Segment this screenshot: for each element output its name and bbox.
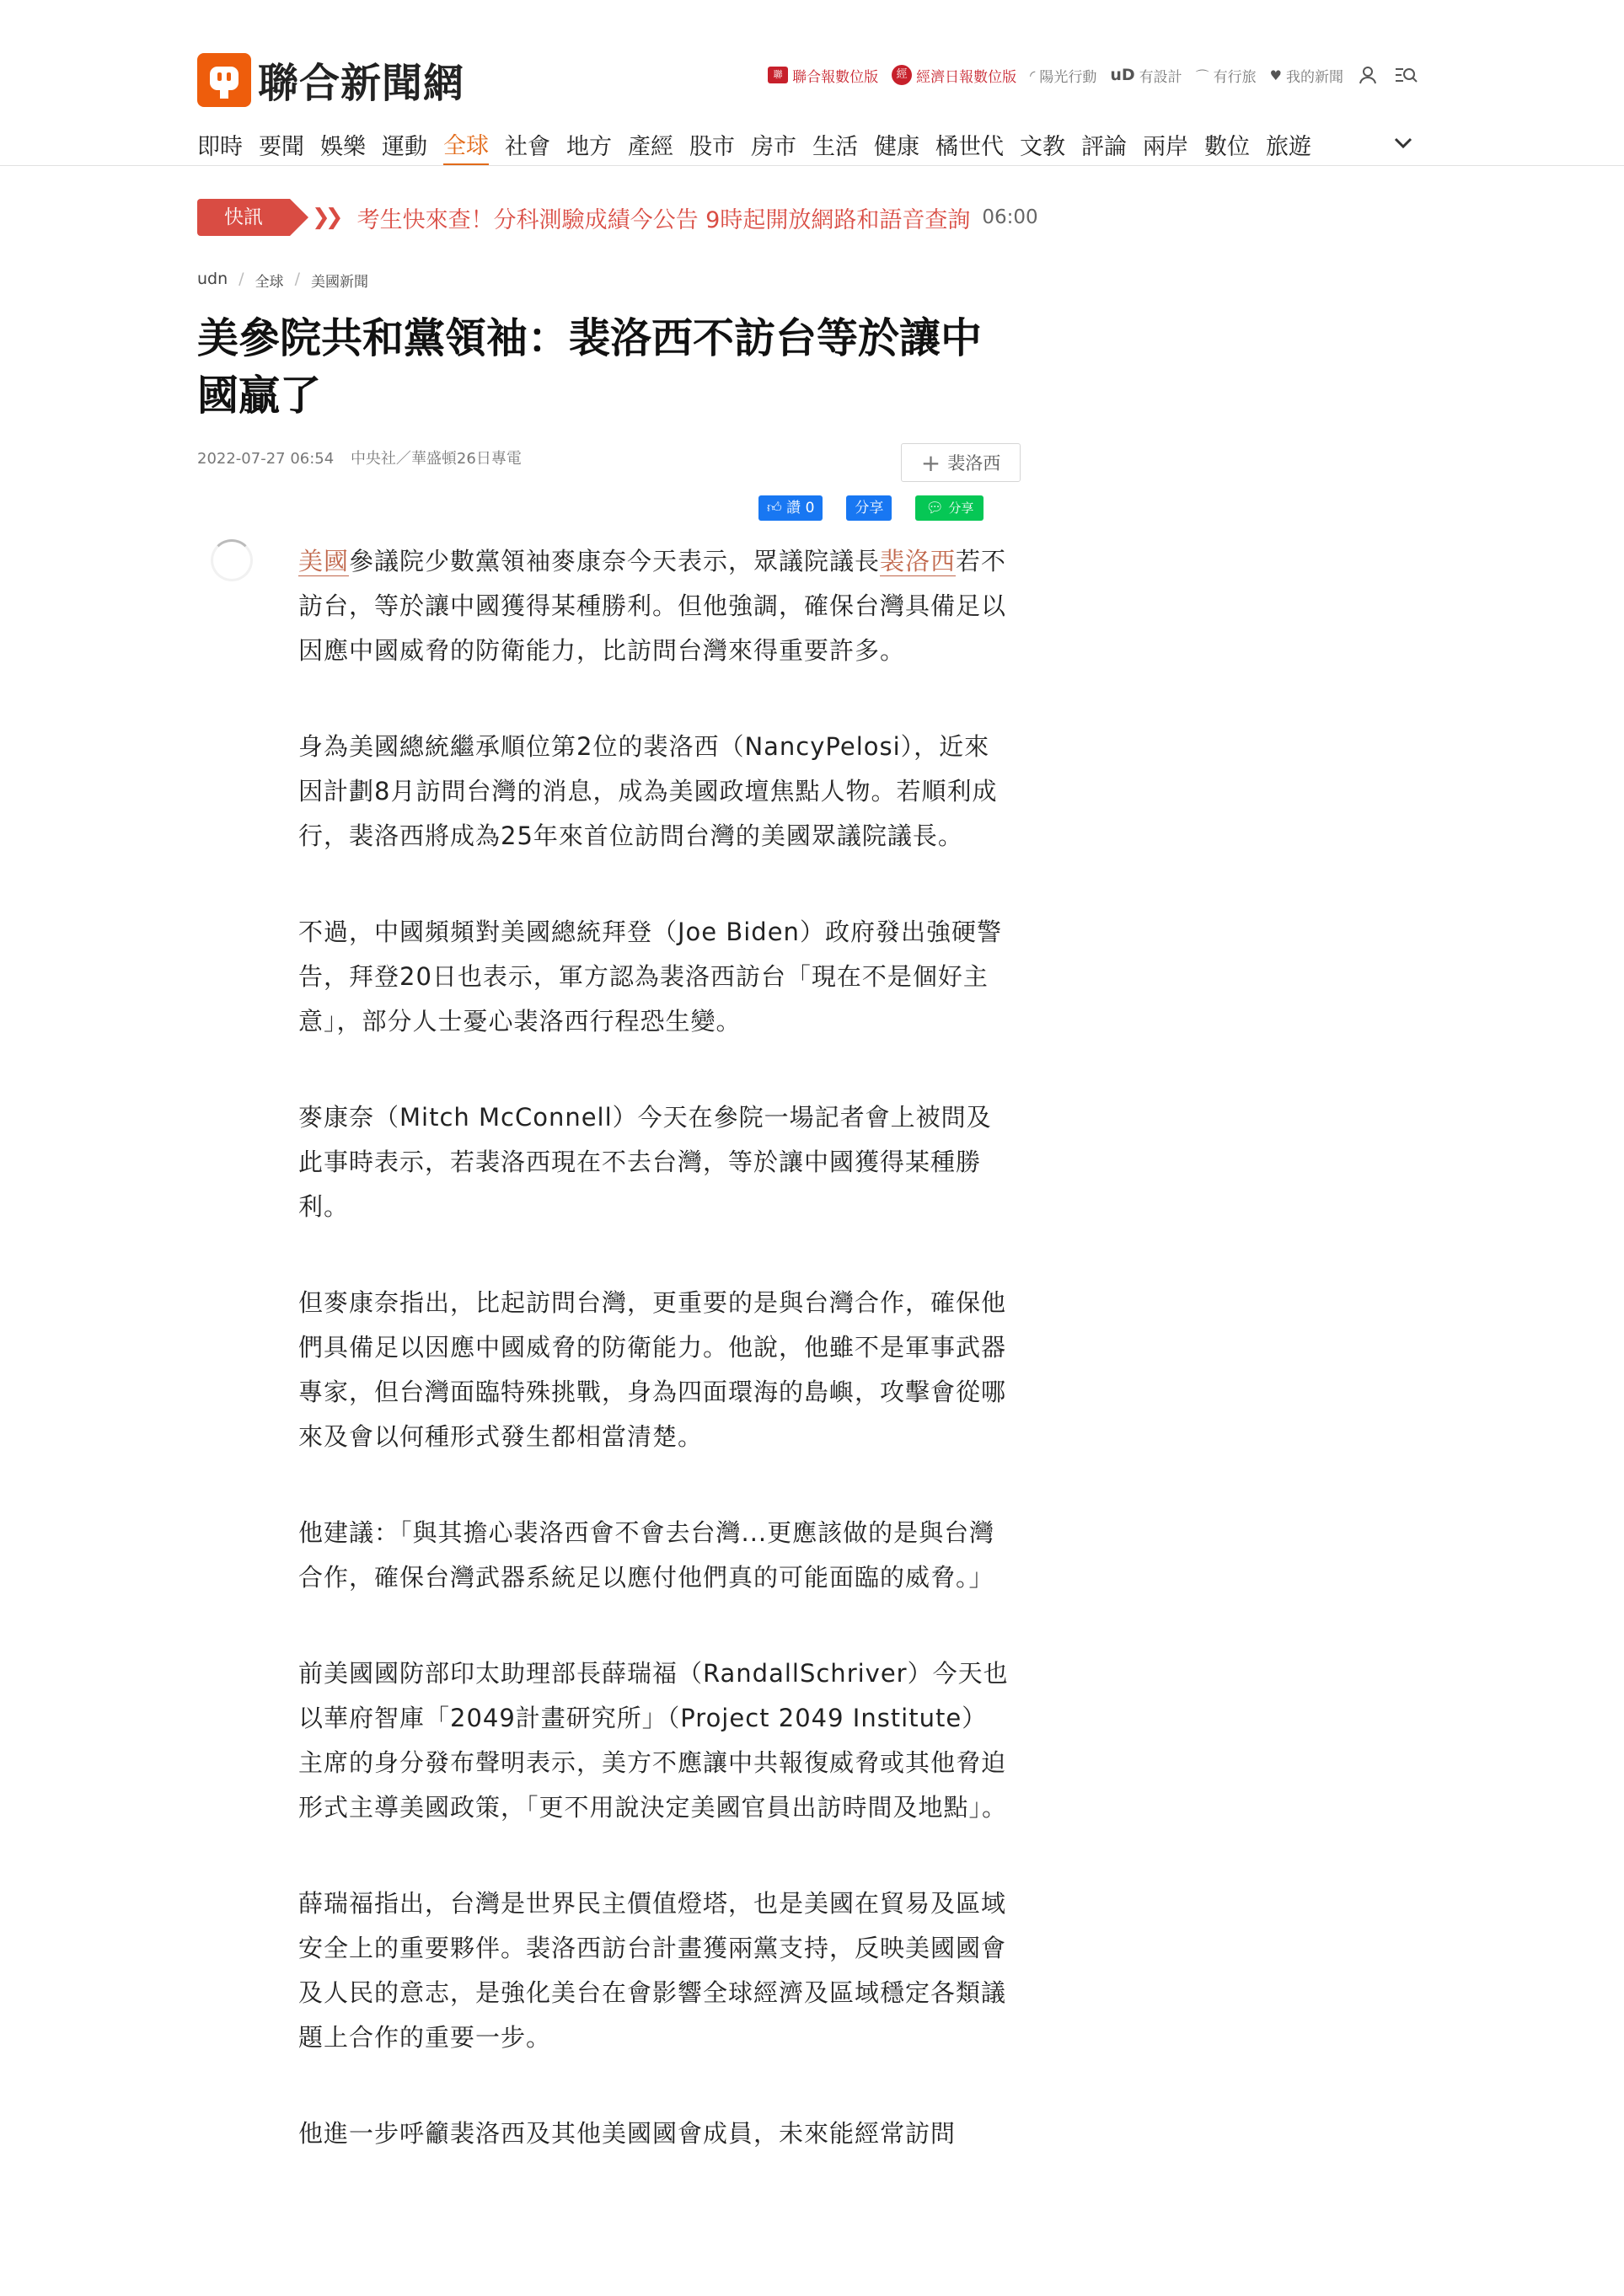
breadcrumb-separator: / (239, 270, 244, 288)
economic-daily-label: 經濟日報數位版 (916, 68, 1017, 86)
udn-logo-icon (197, 53, 251, 107)
udn-paper-link[interactable] (768, 65, 878, 86)
user-icon[interactable] (1353, 61, 1382, 89)
article-meta (197, 447, 533, 468)
ud-design-link[interactable] (1110, 65, 1182, 86)
keyword-link[interactable]: 裴洛西 (880, 547, 957, 575)
article-paragraph: 他建議：「與其擔心裴洛西會不會去台灣...更應該做的是與台灣合作，確保台灣武器系統足以應付他們真的可能面臨的威脅。」 (298, 1518, 995, 1592)
keyword-link[interactable]: 美國 (298, 547, 350, 575)
article-paragraph: 身為美國總統繼承順位第2位的裴洛西（NancyPelosi），近來因計劃8月訪問台灣的消息，成為美國政壇焦點人物。若順利成行，裴洛西將成為25年來首位訪問台灣的美國眾議院議長。 (298, 732, 998, 850)
main-nav (197, 128, 1421, 163)
nav-item-active[interactable]: 全球 (443, 127, 489, 165)
nav-item[interactable]: 地方 (566, 133, 612, 160)
nav-item[interactable]: 兩岸 (1143, 133, 1188, 160)
thumbs-up-icon: 👍︎ (767, 500, 787, 516)
fb-like-label: 讚 0 (786, 500, 815, 516)
sunshine-icon: ◜ (1030, 67, 1036, 83)
udn-paper-label: 聯合報數位版 (792, 68, 879, 86)
line-share-label: 分享 (948, 500, 974, 516)
nav-item[interactable]: 房市 (751, 133, 796, 160)
nav-item[interactable]: 橘世代 (935, 133, 1004, 160)
nav-item[interactable]: 娛樂 (320, 133, 366, 160)
article-body (298, 539, 1009, 2208)
sunshine-link[interactable] (1030, 65, 1096, 86)
search-menu-icon[interactable] (1392, 61, 1421, 89)
nav-item[interactable]: 文教 (1020, 133, 1065, 160)
breadcrumb (197, 270, 368, 291)
fb-like-button[interactable] (758, 495, 823, 521)
breaking-headline-link[interactable]: 考生快來查！分科測驗成績今公告 9時起開放網路和語音查詢 (356, 206, 971, 233)
header-utility-links (754, 61, 1421, 89)
breadcrumb-item[interactable]: 美國新聞 (310, 274, 368, 291)
my-news-label: 我的新聞 (1286, 68, 1343, 86)
travel-label: 有行旅 (1213, 68, 1257, 86)
sunshine-label: 陽光行動 (1039, 68, 1097, 86)
breaking-news-bar (197, 199, 1038, 236)
site-logo[interactable] (197, 51, 464, 109)
breaking-time: 06:00 (982, 206, 1038, 228)
tag-label: 裴洛西 (947, 453, 1001, 474)
nav-item[interactable]: 運動 (382, 133, 427, 160)
nav-item[interactable]: 要聞 (259, 133, 304, 160)
article-paragraph: 不過，中國頻頻對美國總統拜登（Joe Biden）政府發出強硬警告，拜登20日也表示，軍方認為裴洛西訪台「現在不是個好主意」，部分人士憂心裴洛西行程恐生變。 (298, 918, 1002, 1036)
article-title: 美參院共和黨領袖：裴洛西不訪台等於讓中國贏了 (197, 314, 983, 420)
article-paragraph: 前美國國防部印太助理部長薛瑞福（RandallSchriver）今天也以華府智庫「2049計畫研究所」（Project 2049 Institute）主席的身分發布聲明表示，美方不應讓中共報復威脅或其他脅迫形式主導美國政策，「更不用說決定美國官員出訪時間及地點」。 (298, 1659, 1009, 1822)
site-header (197, 49, 1421, 108)
heart-icon: ♥ (1269, 67, 1282, 83)
nav-item[interactable]: 生活 (812, 133, 858, 160)
breadcrumb-item[interactable]: udn (197, 270, 228, 288)
nav-item[interactable]: 健康 (874, 133, 919, 160)
economic-daily-icon: 經 (892, 65, 912, 85)
fb-share-button[interactable]: 分享 (846, 495, 892, 521)
nav-item[interactable]: 評論 (1081, 133, 1127, 160)
my-news-link[interactable] (1270, 65, 1343, 86)
nav-item[interactable]: 股市 (689, 133, 735, 160)
nav-item[interactable]: 產經 (628, 133, 673, 160)
plus-icon: + (920, 448, 941, 477)
ud-design-icon: uD (1110, 66, 1135, 84)
nav-item[interactable]: 旅遊 (1266, 133, 1311, 160)
article-paragraph: 麥康奈（Mitch McConnell）今天在參院一場記者會上被問及此事時表示，若裴洛西現在不去台灣，等於讓中國獲得某種勝利。 (298, 1103, 992, 1221)
share-buttons (758, 495, 984, 521)
logo-text: 聯合新聞網 (258, 60, 465, 107)
economic-daily-link[interactable] (892, 65, 1016, 86)
breaking-label: 快訊 (197, 199, 290, 236)
line-icon: 💬︎ (925, 500, 949, 516)
breadcrumb-item[interactable]: 全球 (255, 274, 284, 291)
ud-design-label: 有設計 (1139, 68, 1182, 86)
chevron-down-icon[interactable] (1391, 131, 1421, 157)
article-paragraph (298, 539, 1009, 673)
nav-item[interactable]: 數位 (1204, 133, 1250, 160)
paragraph-text: 參議院少數黨領袖麥康奈今天表示，眾議院議長 (349, 547, 881, 575)
nav-item[interactable]: 即時 (197, 133, 243, 160)
header-divider (0, 165, 1624, 166)
paragraph-text: 若不訪台，等於讓中國獲得某種勝利。但他強調，確保台灣具備足以因應中國威脅的防衛能力，比訪問台灣來得重要許多。 (298, 547, 1007, 665)
breadcrumb-separator: / (294, 270, 300, 288)
article-paragraph: 薛瑞福指出，台灣是世界民主價值燈塔，也是美國在貿易及區域安全上的重要夥伴。裴洛西訪台計畫獲兩黨支持，反映美國國會及人民的意志，是強化美台在會影響全球經濟及區域穩定各類議題上合作的重要一步。 (298, 1889, 1007, 2052)
travel-link[interactable] (1196, 65, 1257, 86)
travel-icon: ⌒ (1195, 67, 1209, 84)
udn-paper-icon: 聯 (768, 67, 788, 83)
article-paragraph: 他進一步呼籲裴洛西及其他美國國會成員，未來能經常訪問 (298, 2119, 957, 2148)
nav-item[interactable]: 社會 (505, 133, 550, 160)
loading-spinner-icon (211, 539, 253, 581)
article-source: 中央社／華盛頓26日專電 (350, 450, 522, 468)
follow-tag-button[interactable] (901, 443, 1021, 482)
double-chevron-icon: ❯❯ (312, 205, 339, 230)
article-paragraph: 但麥康奈指出，比起訪問台灣，更重要的是與台灣合作，確保他們具備足以因應中國威脅的防衛能力。他說，他雖不是軍事武器專家，但台灣面臨特殊挑戰，身為四面環海的島嶼，攻擊會從哪來及會以何種形式發生都相當清楚。 (298, 1288, 1007, 1451)
line-share-button[interactable] (915, 495, 984, 521)
article-date: 2022-07-27 06:54 (197, 450, 335, 468)
